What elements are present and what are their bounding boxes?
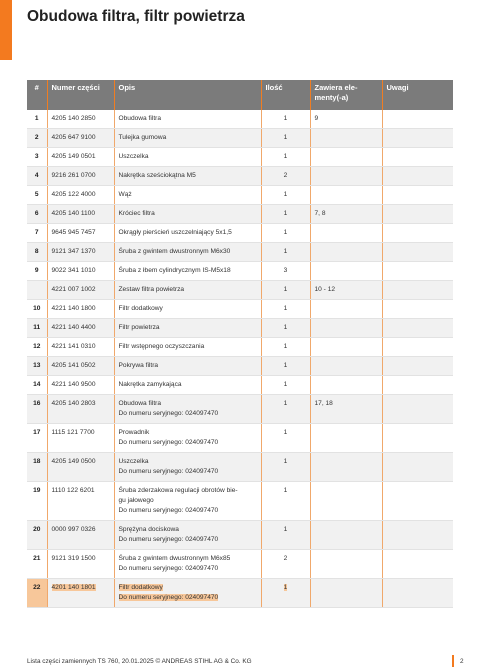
cell-number [27,550,47,579]
cell-quantity [261,521,310,550]
cell-description [114,129,261,148]
cell-part-number [47,338,114,357]
cell-quantity [261,281,310,300]
cell-number-text: 1 [34,115,39,122]
page-number: 2 [460,658,464,665]
cell-number-text: 18 [33,458,41,465]
cell-contains [310,205,382,224]
cell-quantity-text: 1 [283,381,288,388]
cell-quantity-text: 1 [283,487,288,494]
cell-number-text: 22 [33,584,41,591]
cell-notes [382,338,453,357]
cell-number [27,224,47,243]
cell-quantity [261,224,310,243]
cell-contains-text: 7, 8 [314,210,326,217]
cell-part-number [47,186,114,205]
cell-description [114,110,261,129]
description-line: Do numeru seryjnego: 024097470 [118,536,219,543]
footer-text: Lista części zamiennych TS 760, 20.01.2025 © ANDREAS STIHL AG & Co. KG [27,658,252,665]
table-row [27,453,453,482]
parts-table [27,80,453,608]
cell-number-text: 5 [34,191,39,198]
cell-notes [382,579,453,608]
cell-quantity [261,424,310,453]
cell-contains [310,550,382,579]
cell-quantity-text: 1 [283,324,288,331]
cell-quantity [261,550,310,579]
table-row [27,129,453,148]
cell-quantity [261,110,310,129]
description-line: Do numeru seryjnego: 024097470 [118,410,219,417]
cell-notes [382,424,453,453]
cell-number [27,243,47,262]
footer-separator [452,655,454,667]
cell-description [114,319,261,338]
description-line: Obudowa filtra [118,115,162,122]
cell-contains [310,281,382,300]
description-line [119,583,257,593]
cell-notes [382,453,453,482]
cell-contains [310,186,382,205]
cell-part-number-text: 4201 140 1801 [51,584,96,591]
cell-quantity [261,167,310,186]
cell-part-number [47,262,114,281]
table-row [27,186,453,205]
cell-quantity-text: 1 [283,362,288,369]
cell-number-text: 19 [33,487,41,494]
cell-contains [310,300,382,319]
cell-notes [382,281,453,300]
cell-quantity [261,148,310,167]
cell-part-number [47,395,114,424]
cell-notes [382,482,453,521]
header-notes: Uwagi [382,80,453,110]
cell-number-text: 14 [33,381,41,388]
cell-contains [310,224,382,243]
cell-quantity [261,243,310,262]
cell-quantity-text: 1 [283,115,288,122]
description-line: Do numeru seryjnego: 024097470 [118,507,219,514]
cell-quantity-text: 1 [283,248,288,255]
cell-quantity-text: 2 [283,555,288,562]
description-line: Śruba z gwintem dwustronnym M6x30 [118,248,231,255]
cell-number-text: 4 [34,172,39,179]
cell-number [27,357,47,376]
description-highlight: Do numeru seryjnego: 024097470 [118,594,219,601]
description-line: Filtr wstępnego oczyszczania [118,343,205,350]
cell-description [114,300,261,319]
cell-number-text: 2 [34,134,39,141]
cell-description [114,357,261,376]
cell-part-number-text: 9022 341 1010 [51,267,96,274]
description-line: Nakrętka zamykająca [118,381,182,388]
cell-description [114,338,261,357]
cell-quantity-text: 2 [283,172,288,179]
cell-description [114,550,261,579]
cell-number [27,110,47,129]
cell-notes [382,262,453,281]
cell-contains [310,395,382,424]
cell-number [27,148,47,167]
cell-contains [310,579,382,608]
cell-number-text: 17 [33,429,41,436]
cell-quantity [261,453,310,482]
description-line: Filtr powietrza [118,324,160,331]
cell-description [114,224,261,243]
cell-contains [310,521,382,550]
cell-part-number [47,167,114,186]
cell-number [27,300,47,319]
cell-description [114,167,261,186]
cell-part-number [47,224,114,243]
cell-quantity [261,357,310,376]
cell-number-text: 21 [33,555,41,562]
cell-contains [310,424,382,453]
cell-number [27,482,47,521]
cell-quantity-text: 1 [283,191,288,198]
cell-description [114,376,261,395]
cell-description [114,395,261,424]
cell-number-text: 6 [34,210,39,217]
cell-number-text: 8 [34,248,39,255]
cell-quantity-text: 1 [283,153,288,160]
table-header [27,80,453,110]
cell-number-text: 3 [34,153,39,160]
cell-notes [382,357,453,376]
description-line: Do numeru seryjnego: 024097470 [118,468,219,475]
cell-quantity-text: 1 [283,210,288,217]
cell-notes [382,224,453,243]
cell-contains-text: 17, 18 [314,400,333,407]
cell-number [27,376,47,395]
cell-description [114,579,261,608]
cell-description [114,281,261,300]
cell-number [27,319,47,338]
description-line: Śruba zderzakowa regulacji obrotów bie- [118,487,238,494]
description-line: Wąż [118,191,132,198]
cell-contains [310,319,382,338]
header-number: # [27,80,47,110]
cell-number [27,262,47,281]
cell-notes [382,167,453,186]
table-row [27,319,453,338]
table-row [27,357,453,376]
cell-part-number [47,521,114,550]
cell-number-text: 7 [34,229,39,236]
cell-quantity-text: 1 [283,343,288,350]
description-line: Do numeru seryjnego: 024097470 [118,439,219,446]
cell-notes [382,243,453,262]
description-line: Śruba z gwintem dwustronnym M6x85 [118,555,231,562]
description-line: Sprężyna dociskowa [118,526,179,533]
cell-number [27,281,47,300]
table-row [27,243,453,262]
table-body [27,110,453,608]
cell-part-number-text: 4221 140 4400 [51,324,96,331]
cell-notes [382,110,453,129]
table-row [27,424,453,453]
cell-number-text: 20 [33,526,41,533]
header-quantity: Ilość [261,80,310,110]
table-row [27,262,453,281]
description-line: Prowadnik [118,429,150,436]
cell-part-number-text: 4205 122 4000 [51,191,96,198]
cell-description [114,453,261,482]
cell-number [27,395,47,424]
header-description: Opis [114,80,261,110]
cell-quantity [261,579,310,608]
cell-notes [382,550,453,579]
cell-part-number [47,129,114,148]
description-highlight: Filtr dodatkowy [118,584,163,591]
cell-number-text: 10 [33,305,41,312]
cell-part-number-text: 9645 945 7457 [51,229,96,236]
description-line: Króciec filtra [118,210,155,217]
cell-quantity-text: 3 [283,267,288,274]
cell-description [114,424,261,453]
table-row [27,281,453,300]
cell-contains [310,129,382,148]
cell-quantity-text: 1 [283,286,288,293]
cell-quantity [261,338,310,357]
description-line: Uszczelka [118,153,149,160]
cell-quantity-text: 1 [283,429,288,436]
cell-quantity-text: 1 [283,458,288,465]
description-line: Śruba z łbem cylindrycznym IS-M5x18 [118,267,231,274]
cell-notes [382,148,453,167]
cell-part-number-text: 4205 149 0500 [51,458,96,465]
cell-quantity [261,376,310,395]
cell-contains-text: 10 - 12 [314,286,336,293]
accent-bar [0,0,12,60]
cell-number [27,186,47,205]
description-line: gu jałowego [118,497,154,504]
cell-contains [310,110,382,129]
cell-number [27,338,47,357]
cell-contains [310,243,382,262]
cell-part-number [47,357,114,376]
cell-quantity-text: 1 [283,134,288,141]
table-row [27,167,453,186]
table-row [27,395,453,424]
cell-part-number-text: 9121 319 1500 [51,555,96,562]
cell-part-number-text: 4221 141 0310 [51,343,96,350]
cell-number [27,521,47,550]
cell-description [114,205,261,224]
cell-number [27,167,47,186]
cell-part-number-text: 4221 140 1800 [51,305,96,312]
table-row [27,550,453,579]
table-row [27,205,453,224]
cell-description [114,186,261,205]
table-row [27,110,453,129]
cell-description [114,243,261,262]
cell-part-number [47,319,114,338]
cell-contains [310,453,382,482]
cell-part-number [47,424,114,453]
cell-part-number-text: 4205 140 2803 [51,400,96,407]
cell-contains [310,482,382,521]
cell-part-number [47,300,114,319]
cell-notes [382,129,453,148]
description-line: Obudowa filtra [118,400,162,407]
cell-quantity [261,129,310,148]
cell-number [27,453,47,482]
description-line [119,593,257,603]
cell-quantity [261,319,310,338]
cell-part-number-text: 9121 347 1370 [51,248,96,255]
description-line: Zestaw filtra powietrza [118,286,185,293]
description-line: Uszczelka [118,458,149,465]
header-contains: Zawiera ele-menty(-a) [310,80,382,110]
cell-contains [310,262,382,281]
cell-part-number [47,148,114,167]
cell-part-number [47,281,114,300]
cell-number [27,579,47,608]
cell-number [27,205,47,224]
cell-contains [310,167,382,186]
description-line: Nakrętka sześciokątna M5 [118,172,196,179]
cell-quantity-text: 1 [283,526,288,533]
cell-number-text: 11 [33,324,41,331]
header-part-number: Numer części [47,80,114,110]
cell-notes [382,376,453,395]
table-row [27,224,453,243]
cell-number-text: 12 [33,343,41,350]
cell-part-number [47,110,114,129]
cell-part-number-text: 9216 261 0700 [51,172,96,179]
cell-quantity-text: 1 [283,400,288,407]
cell-contains-text: 9 [314,115,319,122]
table-row [27,521,453,550]
cell-notes [382,395,453,424]
cell-part-number [47,482,114,521]
cell-part-number-text: 4205 647 9100 [51,134,96,141]
table-row [27,376,453,395]
cell-part-number-text: 4205 141 0502 [51,362,96,369]
cell-part-number [47,205,114,224]
table-row [27,300,453,319]
description-line: Okrągły pierścień uszczelniający 5x1,5 [118,229,232,236]
cell-notes [382,521,453,550]
table-row [27,338,453,357]
cell-part-number-text: 0000 997 0326 [51,526,96,533]
cell-number-text: 16 [33,400,41,407]
table-row [27,482,453,521]
cell-quantity [261,482,310,521]
description-line: Do numeru seryjnego: 024097470 [118,565,219,572]
cell-description [114,482,261,521]
cell-part-number-text: 1110 122 6201 [51,487,95,494]
cell-quantity [261,300,310,319]
cell-description [114,262,261,281]
cell-description [114,521,261,550]
description-line: Pokrywa filtra [118,362,159,369]
cell-part-number-text: 1115 121 7700 [51,429,95,436]
cell-number-text: 9 [34,267,39,274]
cell-notes [382,205,453,224]
cell-part-number-text: 4221 007 1002 [51,286,96,293]
table-row [27,148,453,167]
cell-quantity [261,186,310,205]
cell-quantity [261,262,310,281]
cell-part-number [47,243,114,262]
cell-quantity-text: 1 [283,584,288,591]
cell-quantity [261,205,310,224]
cell-contains [310,148,382,167]
cell-part-number [47,579,114,608]
cell-contains [310,338,382,357]
cell-part-number-text: 4205 140 2850 [51,115,96,122]
cell-quantity-text: 1 [283,305,288,312]
cell-part-number-text: 4205 149 0501 [51,153,96,160]
cell-number [27,129,47,148]
cell-number-text: 13 [33,362,41,369]
cell-quantity [261,395,310,424]
cell-part-number [47,550,114,579]
cell-part-number-text: 4221 140 9500 [51,381,96,388]
cell-contains [310,357,382,376]
cell-number [27,424,47,453]
description-line: Tulejka gumowa [118,134,167,141]
cell-notes [382,186,453,205]
page-title: Obudowa filtra, filtr powietrza [27,8,245,25]
cell-description [114,148,261,167]
table-row [27,579,453,608]
description-line: Filtr dodatkowy [118,305,163,312]
cell-contains [310,376,382,395]
cell-part-number [47,453,114,482]
cell-notes [382,319,453,338]
cell-part-number-text: 4205 140 1100 [51,210,96,217]
cell-part-number [47,376,114,395]
cell-notes [382,300,453,319]
cell-quantity-text: 1 [283,229,288,236]
